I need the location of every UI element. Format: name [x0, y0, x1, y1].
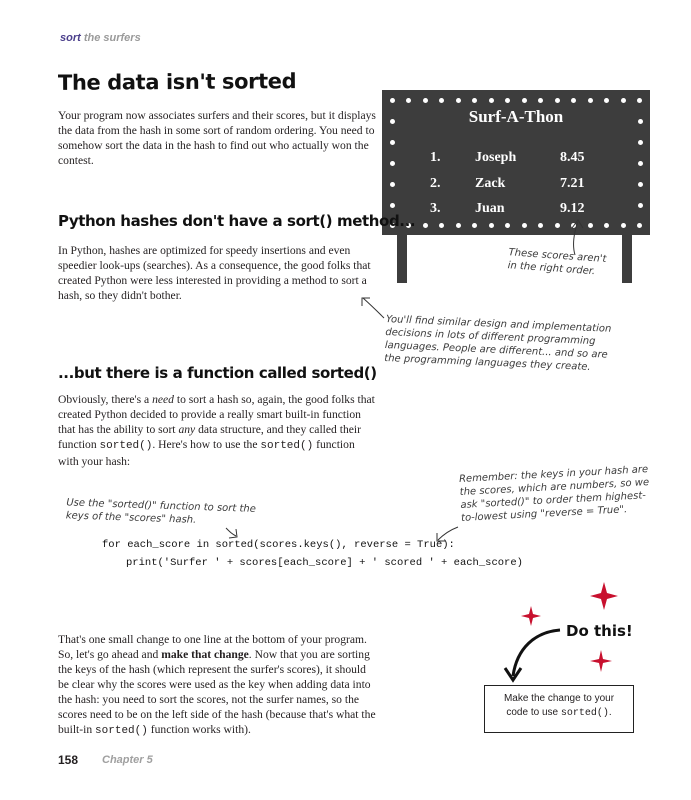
arrow-design-head-icon [362, 298, 370, 306]
sparkle-icon [590, 582, 618, 610]
running-header-rest: the surfers [83, 32, 141, 44]
arrow-design-icon [363, 298, 384, 318]
scoreboard-name: Joseph [475, 150, 517, 165]
sparkle-icon [521, 606, 541, 626]
arrow-scores-icon [574, 222, 578, 255]
do-this-label: Do this! [566, 622, 633, 640]
scoreboard-score: 9.12 [560, 201, 585, 216]
code-line-for: for each_score in sorted(scores.keys(), reverse = True): [102, 539, 455, 551]
scoreboard-score: 7.21 [560, 176, 585, 191]
chapter-label: Chapter 5 [102, 754, 153, 766]
running-header-keyword: sort [60, 32, 81, 44]
annotation-keys: Remember: the keys in your hash are the scores, which are numbers, so we ask "sorted()" to order them highest-to-lowest using "reverse = True". [458, 464, 650, 524]
section-heading-sorted: ...but there is a function called sorted() [58, 364, 377, 382]
arrow-keys-icon [438, 527, 458, 540]
scoreboard-score: 8.45 [560, 150, 585, 165]
scoreboard-name: Juan [475, 201, 505, 216]
code-line-print: print('Surfer ' + scores[each_score] + ' scored ' + each_score) [126, 557, 523, 569]
arrow-use-sorted-head-icon [229, 529, 237, 538]
paragraph-hashes: In Python, hashes are optimized for speedy insertions and even speedier look-ups (searches). As a consequence, the good folks that created Python were less interested in providing a method to sort a hash, so they didn't bother. [58, 244, 371, 302]
scoreboard-rank: 2. [430, 176, 441, 191]
arrow-use-sorted-icon [226, 528, 236, 536]
main-heading: The data isn't sorted [57, 69, 297, 95]
scoreboard-title: Surf-A-Thon [468, 107, 564, 126]
scoreboard-rank: 1. [430, 150, 441, 165]
scoreboard-name: Zack [475, 176, 506, 191]
exercise-callout: Make the change to your code to use sorted(). [484, 685, 634, 733]
paragraph-sorted-function: Obviously, there's a need to sort a hash so, again, the good folks that created Python decided to provide a really smart built-in function that has the ability to sort any data structure, and they called their function sorted(). Here's how to use the sorted() function with your hash: [58, 393, 375, 468]
section-heading-no-sort: Python hashes don't have a sort() method... [58, 212, 416, 230]
page-number: 158 [58, 753, 79, 767]
annotation-use-sorted: Use the "sorted()" function to sort the keys of the "scores" hash. [65, 497, 257, 526]
sparkle-icon [590, 650, 612, 672]
intro-paragraph: Your program now associates surfers and their scores, but it displays the data from the hash in some sort of random ordering. You need to somehow sort the data in the hash to find out who actually won the contest. [58, 109, 376, 167]
annotation-scores-order: These scores aren't in the right order. [507, 247, 607, 278]
paragraph-make-change: That's one small change to one line at the bottom of your program. So, let's go ahead and make that change. Now that you are sorting the keys of the hash (which represent the surfer's scores), it should be clear why the scores were used as the key when adding data into the hash: you need to sort the scores, not the surfer names, so the scores need to be on the left side of the hash (because that's what the built-in sorted() function works with). [58, 633, 376, 737]
annotation-design: You'll find similar design and implementation decisions in lots of different programming languages. People are different... and so are the programming languages they create. [384, 314, 612, 373]
scoreboard-rank: 3. [430, 201, 441, 216]
